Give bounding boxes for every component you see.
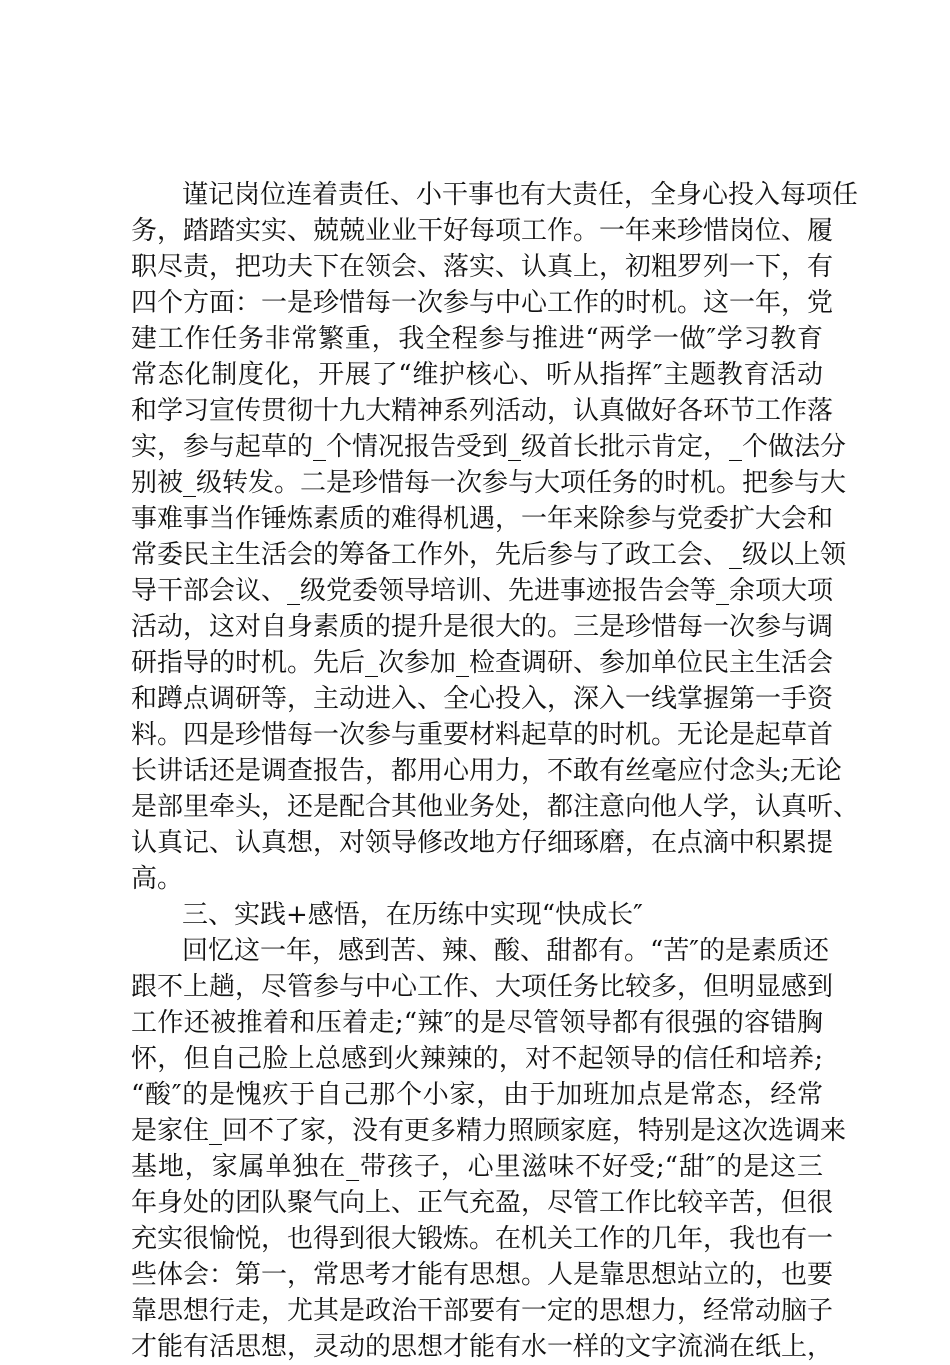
paragraph-line: 认真记、认真想，对领导修改地方仔细琢磨，在点滴中积累提	[131, 828, 834, 858]
paragraph-line: 基地，家属单独在_带孩子，心里滋味不好受;“甜″的是这三	[131, 1152, 823, 1182]
paragraph-line: 是部里牵头，还是配合其他业务处，都注意向他人学，认真听、	[131, 792, 860, 822]
paragraph-line: 务，踏踏实实、兢兢业业干好每项工作。一年来珍惜岗位、履	[131, 216, 834, 246]
paragraph-line: 料。四是珍惜每一次参与重要材料起草的时机。无论是起草首	[131, 720, 834, 750]
paragraph-line: 跟不上趟，尽管参与中心工作、大项任务比较多，但明显感到	[131, 972, 834, 1002]
paragraph-line: 靠思想行走，尤其是政治干部要有一定的思想力，经常动脑子	[131, 1296, 834, 1326]
paragraph-line: 回忆这一年，感到苦、辣、酸、甜都有。“苦″的是素质还	[182, 936, 830, 966]
paragraph-line: 才能有活思想，灵动的思想才能有水一样的文字流淌在纸上，	[131, 1332, 834, 1362]
paragraph-line: 怀，但自己脸上总感到火辣辣的，对不起领导的信任和培养;	[131, 1044, 823, 1074]
paragraph-line: 事难事当作锤炼素质的难得机遇，一年来除参与党委扩大会和	[131, 504, 834, 534]
paragraph-line: 别被_级转发。二是珍惜每一次参与大项任务的时机。把参与大	[131, 468, 847, 498]
paragraph-line: 充实很愉悦，也得到很大锻炼。在机关工作的几年，我也有一	[131, 1224, 834, 1254]
paragraph-line: 和蹲点调研等，主动进入、全心投入，深入一线掌握第一手资	[131, 684, 834, 714]
paragraph-line: 常态化制度化，开展了“维护核心、听从指挥″主题教育活动	[131, 360, 823, 390]
paragraph-line: 是家住_回不了家，没有更多精力照顾家庭，特别是这次选调来	[131, 1116, 847, 1146]
paragraph-line: 职尽责，把功夫下在领会、落实、认真上，初粗罗列一下，有	[131, 252, 834, 282]
section-heading: 三、实践+感悟，在历练中实现“快成长″	[182, 900, 643, 930]
paragraph-line: 研指导的时机。先后_次参加_检查调研、参加单位民主生活会	[131, 648, 834, 678]
paragraph-line: 年身处的团队聚气向上、正气充盈，尽管工作比较辛苦，但很	[131, 1188, 834, 1218]
paragraph-line: 常委民主生活会的筹备工作外，先后参与了政工会、_级以上领	[131, 540, 847, 570]
paragraph-line: 谨记岗位连着责任、小干事也有大责任，全身心投入每项任	[182, 180, 859, 210]
paragraph-line: 四个方面：一是珍惜每一次参与中心工作的时机。这一年，党	[131, 288, 834, 318]
paragraph-line: 工作还被推着和压着走;“辣″的是尽管领导都有很强的容错胸	[131, 1008, 823, 1038]
paragraph-line: “酸″的是愧疚于自己那个小家，由于加班加点是常态，经常	[131, 1080, 823, 1110]
paragraph-line: 高。	[131, 864, 184, 894]
paragraph-line: 和学习宣传贯彻十九大精神系列活动，认真做好各环节工作落	[131, 396, 834, 426]
paragraph-line: 些体会：第一，常思考才能有思想。人是靠思想站立的，也要	[131, 1260, 834, 1290]
paragraph-line: 实，参与起草的_个情况报告受到_级首长批示肯定，_个做法分	[131, 432, 847, 462]
paragraph-line: 导干部会议、_级党委领导培训、先进事迹报告会等_余项大项	[131, 576, 834, 606]
paragraph-line: 长讲话还是调查报告，都用心用力，不敢有丝毫应付念头;无论	[131, 756, 842, 786]
paragraph-line: 建工作任务非常繁重，我全程参与推进“两学一做″学习教育	[131, 324, 823, 354]
paragraph-line: 活动，这对自身素质的提升是很大的。三是珍惜每一次参与调	[131, 612, 834, 642]
